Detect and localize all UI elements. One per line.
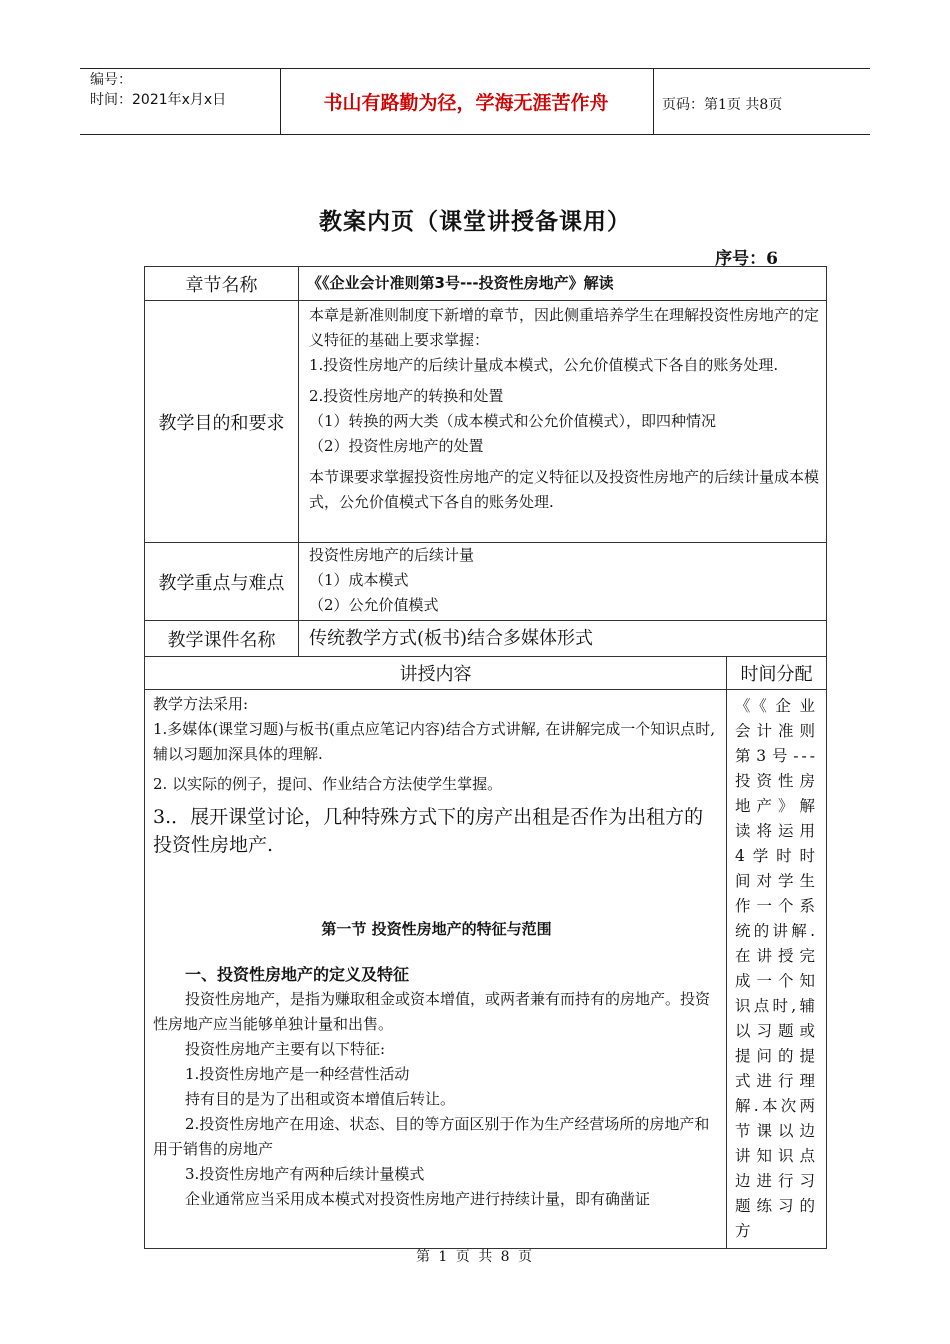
document-title: 教案内页（课堂讲授备课用） [319, 209, 631, 235]
header-bottom-rule [80, 134, 870, 135]
number-label: 编号： [90, 72, 132, 88]
objective-line: 本节课要求掌握投资性房地产的定义特征以及投资性房地产的后续计量成本模式，公允价值模式下各自的账务处理. [309, 468, 820, 511]
keypoints-cell [299, 543, 827, 621]
method-line: 1.多媒体(课堂习题)与板书(重点应笔记内容)结合方式讲解, 在讲解完成一个知识点时,辅以习题加深具体的理解. [153, 720, 716, 763]
objective-line: 本章是新准则制度下新增的章节，因此侧重培养学生在理解投资性房地产的定义特征的基础上要求掌握： [309, 306, 820, 349]
method-line: 3.．展开课堂讨论，几种特殊方式下的房产出租是否作为出租方的投资性房地产. [153, 806, 704, 856]
chapter-label: 章节名称 [145, 267, 299, 301]
keypoint-line: （2）公允价值模式 [309, 596, 439, 614]
objective-line: （2）投资性房地产的处置 [309, 437, 484, 455]
section-title: 第一节 投资性房地产的特征与范围 [321, 920, 552, 938]
content-header: 讲授内容 [145, 657, 727, 690]
body-line: 投资性房地产主要有以下特征: [185, 1040, 386, 1058]
method-line: 教学方法采用: [153, 695, 249, 713]
chapter-value: 《《企业会计准则第3号---投资性房地产》解读 [299, 267, 827, 301]
content-cell [145, 690, 727, 1249]
time-header: 时间分配 [727, 657, 827, 690]
courseware-value: 传统教学方式(板书)结合多媒体形式 [299, 621, 827, 657]
time-allocation-cell: 《《企业会计准则第3号---投资性房地产》解读将运用4学时时间对学生作一个系统的讲解.在讲授完成一个知识点时,辅以习题或提问的提式进行理解.本次两节课以边讲知识点边进行习题练习的方 [727, 690, 827, 1249]
serial-number: 序号：6 [715, 249, 778, 269]
lesson-plan-table [144, 266, 827, 1249]
courseware-label: 教学课件名称 [145, 621, 299, 657]
keypoint-line: （1）成本模式 [309, 571, 409, 589]
method-line: 2. 以实际的例子，提问、作业结合方法使学生掌握。 [153, 775, 503, 793]
objective-label: 教学目的和要求 [145, 301, 299, 543]
body-line: 2.投资性房地产在用途、状态、目的等方面区别于作为生产经营场所的房地产和用于销售的房地产 [153, 1115, 710, 1158]
objective-line: 2.投资性房地产的转换和处置 [309, 387, 504, 405]
keypoint-line: 投资性房地产的后续计量 [309, 546, 475, 564]
body-line: 1.投资性房地产是一种经营性活动 [185, 1065, 410, 1083]
subsection-title: 一、投资性房地产的定义及特征 [185, 965, 410, 984]
body-line: 3.投资性房地产有两种后续计量模式 [185, 1165, 425, 1183]
objective-line: （1）转换的两大类（成本模式和公允价值模式），即四种情况 [309, 412, 717, 430]
page-footer: 第 1 页 共 8 页 [415, 1249, 535, 1265]
page-info: 页码：第1页 共8页 [662, 97, 783, 113]
body-line: 投资性房地产，是指为赚取租金或资本增值，或两者兼有而持有的房地产。投资性房地产应当能够单独计量和出售。 [153, 990, 711, 1033]
body-line: 企业通常应当采用成本模式对投资性房地产进行持续计量，即有确凿证 [185, 1190, 651, 1208]
time-label: 时间：2021年x月x日 [90, 92, 227, 108]
keypoints-label: 教学重点与难点 [145, 543, 299, 621]
objective-cell [299, 301, 827, 543]
motto: 书山有路勤为径，学海无涯苦作舟 [323, 92, 609, 114]
body-line: 持有目的是为了出租或资本增值后转让。 [185, 1090, 456, 1108]
objective-line: 1.投资性房地产的后续计量成本模式，公允价值模式下各自的账务处理. [309, 356, 779, 374]
